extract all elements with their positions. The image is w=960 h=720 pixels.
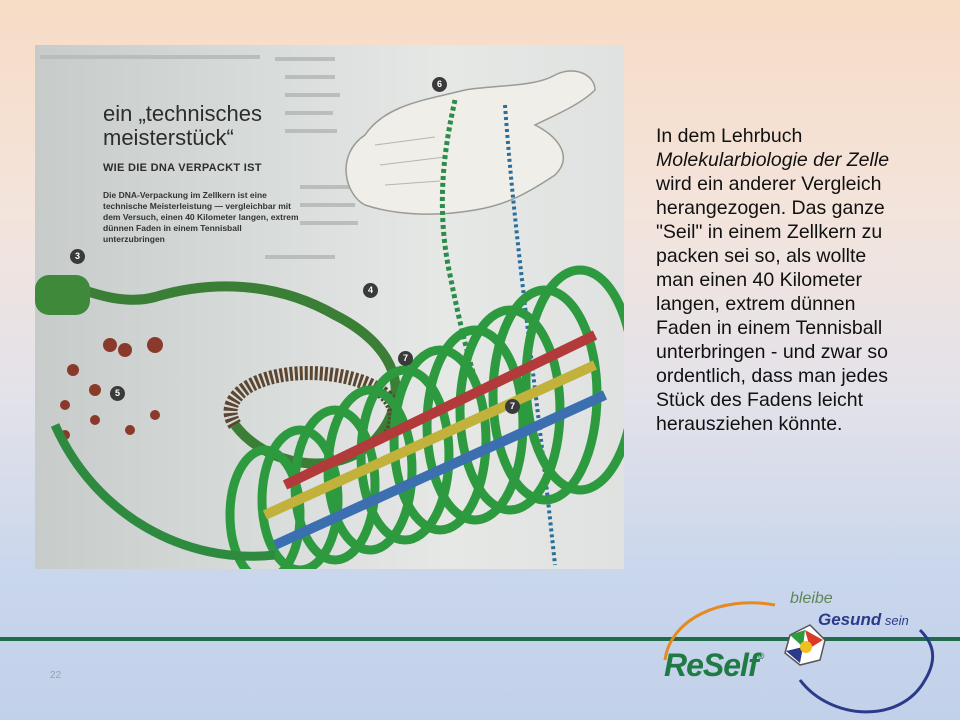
label-2: 3	[70, 249, 85, 264]
dna-illustration	[35, 45, 624, 569]
figure-caption: Die DNA-Verpackung im Zellkern ist eine technische Meisterleistung — vergleichbar mit dem Versuch, einen 40 Kilometer langen, extrem dünnen Faden in einem Tennisball unterzubringen	[103, 190, 299, 244]
label-5: 6	[432, 77, 447, 92]
logo-brand-text: ReSelf	[664, 647, 758, 683]
logo-brand	[664, 647, 763, 684]
book-title-italic: Molekularbiologie der Zelle	[656, 149, 890, 171]
logo-tagline-sein: sein	[881, 613, 909, 628]
figure-title	[103, 102, 262, 150]
reself-logo	[640, 585, 960, 720]
chromosome-stub	[35, 275, 90, 315]
logo-tagline	[818, 610, 909, 630]
logo-tagline-gesund: Gesund	[818, 610, 882, 629]
body-text	[656, 124, 901, 436]
hand	[346, 71, 595, 214]
label-7: 7	[505, 399, 520, 414]
page-number: 22	[50, 670, 62, 681]
body-text-part1: In dem Lehrbuch	[656, 125, 803, 147]
label-4: 5	[110, 386, 125, 401]
figure-title-line2: meisterstück“	[103, 125, 234, 150]
logo-registered-mark: ®	[757, 651, 764, 661]
figure-subtitle: WIE DIE DNA VERPACKT IST	[103, 162, 262, 174]
label-3: 4	[363, 283, 378, 298]
figure-title-line1: ein „technisches	[103, 101, 262, 126]
logo-tagline-top: bleibe	[790, 590, 833, 607]
chromatin-fiber	[55, 280, 396, 464]
logo-dot	[800, 641, 812, 653]
body-text-part2: wird ein anderer Vergleich herangezogen. Das ganze "Seil" in einem Zellkern zu packen sei so, als wollte man einen 40 Kilometer langen, extrem dünnen Faden in einem Tennisball unterbringen - und zwar so ordentlich, dass man jedes Stück des Fadens leicht herausziehen könnte.	[656, 173, 888, 435]
label-6: 7	[398, 351, 413, 366]
